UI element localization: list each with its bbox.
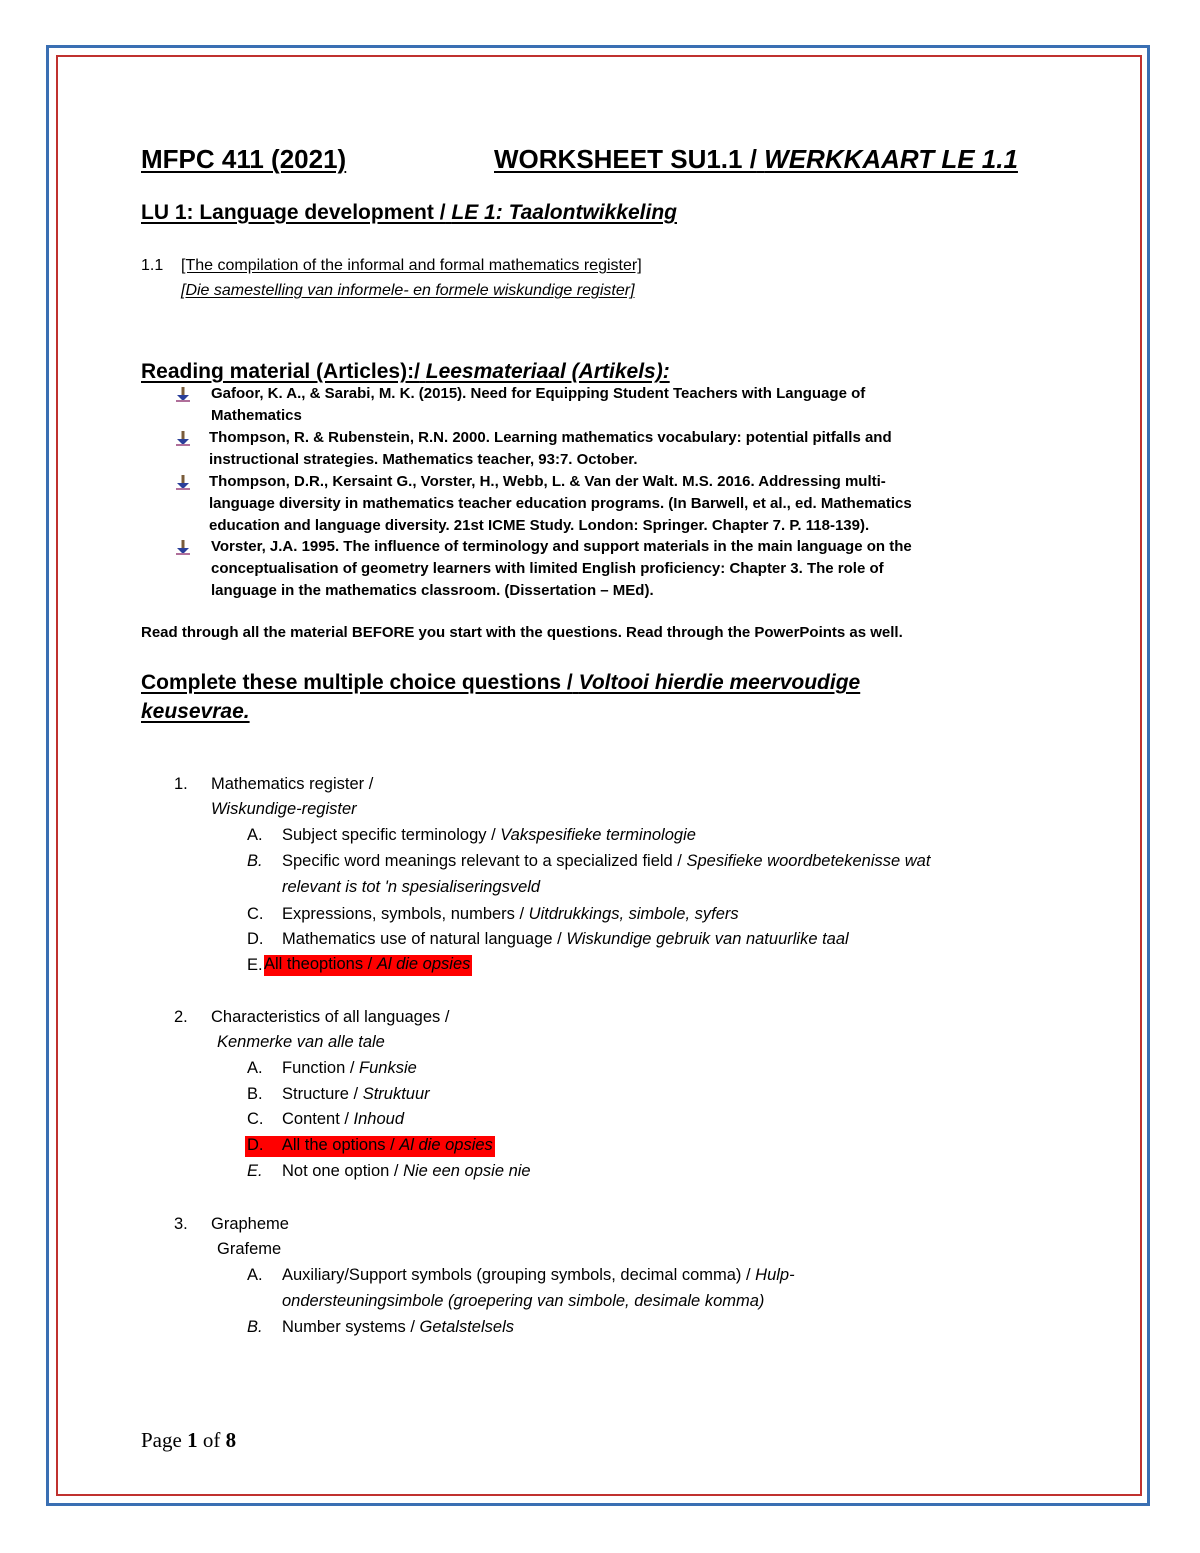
- answer-option: Subject specific terminology / Vakspesifieke terminologie: [282, 826, 696, 844]
- option-letter: E.: [247, 1162, 263, 1180]
- mcq-heading: Complete these multiple choice questions / Voltooi hierdie meervoudige: [141, 671, 861, 694]
- question-number: 3.: [174, 1215, 188, 1233]
- reference-item: Thompson, D.R., Kersaint G., Vorster, H., Webb, L. & Van der Walt. M.S. 2016. Addressing multi- language diversity in mathematics teacher education programs. (In Barwell, et al., ed. Mathematics education and language diversity. 21st ICME Study. London: Springer. Chapter 7. P. 118-139).: [209, 473, 912, 534]
- unit-heading: LU 1: Language development / LE 1: Taalontwikkeling: [141, 201, 677, 224]
- reference-item: Vorster, J.A. 1995. The influence of terminology and support materials in the main language on the conceptualisation of geometry learners with limited English proficiency: Chapter 3. The role of language in the mathematics classroom. (Dissertation – MEd).: [211, 538, 912, 599]
- answer-option-continued: relevant is tot 'n spesialiseringsveld: [282, 878, 541, 896]
- question-text-en: Mathematics register /: [211, 775, 374, 793]
- answer-option: Structure / Struktuur: [282, 1085, 430, 1103]
- question-text-af: Kenmerke van alle tale: [217, 1033, 385, 1051]
- question-text-af: Grafeme: [217, 1240, 282, 1258]
- reading-heading: Reading material (Articles):/ Leesmateriaal (Artikels):: [141, 360, 670, 383]
- arrow-bullet-icon: [175, 430, 191, 446]
- question-number: 2.: [174, 1008, 188, 1026]
- highlighted-answer: D. All the options / Al die opsies: [245, 1136, 495, 1157]
- question-number: 1.: [174, 775, 188, 793]
- arrow-bullet-icon: [175, 386, 191, 402]
- option-letter: C.: [247, 905, 264, 923]
- reference-item: Gafoor, K. A., & Sarabi, M. K. (2015). Need for Equipping Student Teachers with Language of Mathematics: [211, 385, 866, 424]
- option-letter: A.: [247, 1059, 263, 1077]
- question-text-en: Grapheme: [211, 1215, 289, 1233]
- question-text-af: Wiskundige-register: [211, 800, 357, 818]
- option-letter: D.: [247, 930, 264, 948]
- answer-option: Function / Funksie: [282, 1059, 417, 1077]
- answer-option: Expressions, symbols, numbers / Uitdrukkings, simbole, syfers: [282, 905, 739, 923]
- option-letter: A.: [247, 1266, 263, 1284]
- reference-item: Thompson, R. & Rubenstein, R.N. 2000. Learning mathematics vocabulary: potential pitfalls and instructional strategies. Mathematics teacher, 93:7. October.: [209, 429, 892, 468]
- mcq-heading-continued: keusevrae.: [141, 700, 250, 723]
- course-title: MFPC 411 (2021): [141, 144, 347, 174]
- reading-instruction: Read through all the material BEFORE you start with the questions. Read through the PowerPoints as well.: [141, 624, 903, 641]
- answer-option: Content / Inhoud: [282, 1110, 405, 1128]
- section-number: 1.1: [141, 257, 164, 274]
- option-letter: E.: [247, 956, 263, 974]
- answer-option: Mathematics use of natural language / Wiskundige gebruik van natuurlike taal: [282, 930, 849, 948]
- arrow-bullet-icon: [175, 539, 191, 555]
- answer-option: Number systems / Getalstelsels: [282, 1318, 514, 1336]
- option-letter: C.: [247, 1110, 264, 1128]
- section-title-en: [The compilation of the informal and formal mathematics register]: [181, 257, 642, 274]
- option-letter: B.: [247, 1085, 263, 1103]
- worksheet-title: WORKSHEET SU1.1 / WERKKAART LE 1.1: [494, 144, 1018, 174]
- question-text-en: Characteristics of all languages /: [211, 1008, 450, 1026]
- section-title-af: [Die samestelling van informele- en formele wiskundige register]: [181, 282, 635, 299]
- answer-option: Specific word meanings relevant to a specialized field / Spesifieke woordbetekenisse wat: [282, 852, 931, 870]
- answer-option: Not one option / Nie een opsie nie: [282, 1162, 531, 1180]
- answer-option: Auxiliary/Support symbols (grouping symbols, decimal comma) / Hulp-: [282, 1266, 795, 1284]
- page-number: Page 1 of 8: [141, 1428, 237, 1452]
- option-letter: A.: [247, 826, 263, 844]
- option-letter: B.: [247, 852, 263, 870]
- answer-option-continued: ondersteuningsimbole (groepering van simbole, desimale komma): [282, 1292, 765, 1310]
- option-letter: B.: [247, 1318, 263, 1336]
- highlighted-answer: All theoptions / Al die opsies: [264, 955, 472, 976]
- arrow-bullet-icon: [175, 474, 191, 490]
